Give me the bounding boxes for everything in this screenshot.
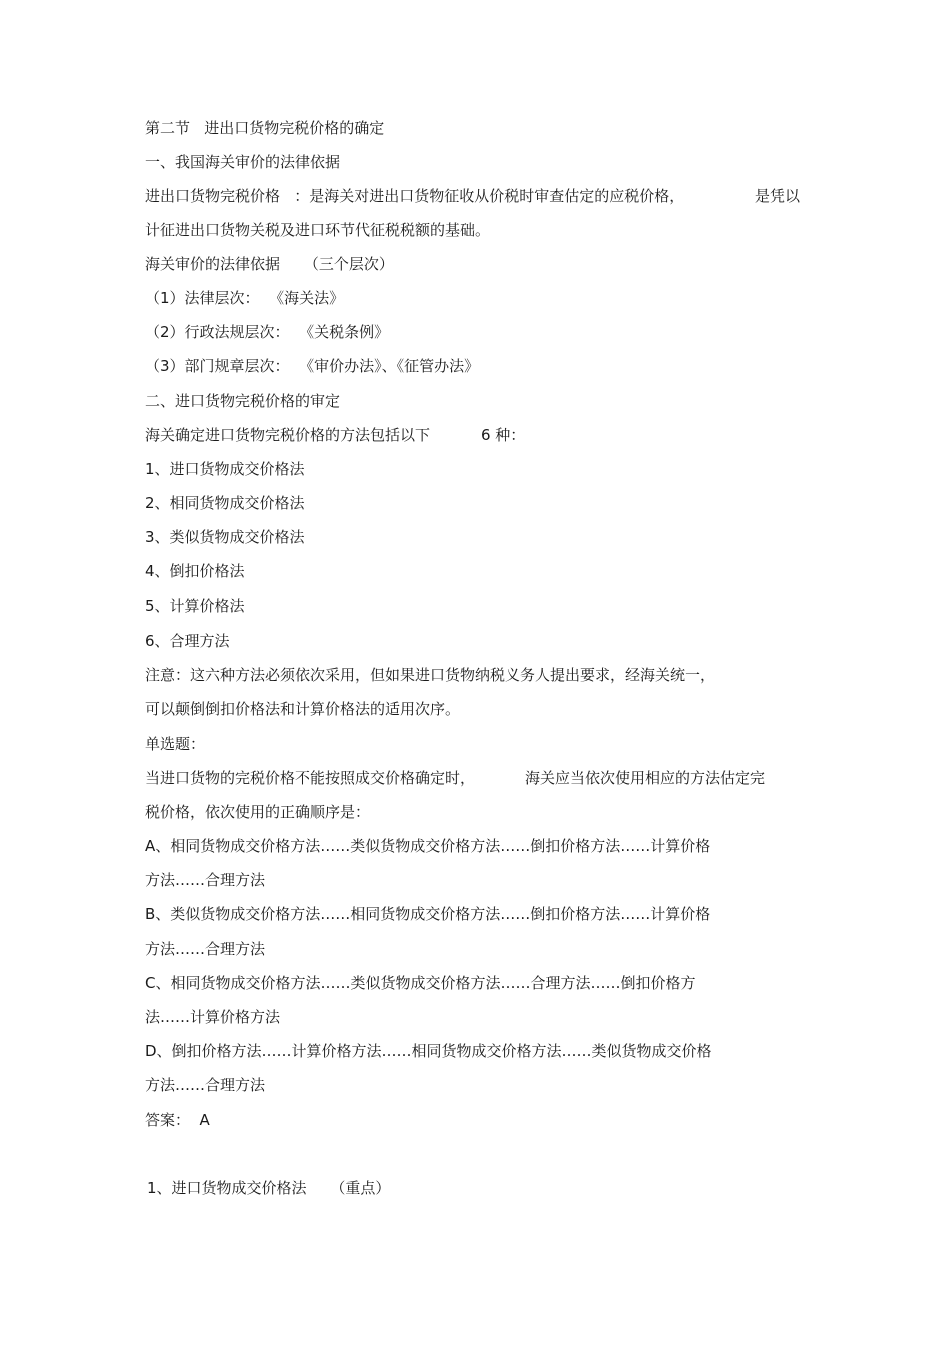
option-c-line-1: C、相同货物成交价格方法……类似货物成交价格方法……合理方法……倒扣价格方 [145, 974, 696, 992]
option-c-line-2: 法……计算价格方法 [145, 1008, 281, 1026]
methods-intro: 海关确定进口货物完税价格的方法包括以下 [145, 426, 431, 444]
option-d-line-1: D、倒扣价格方法……计算价格方法……相同货物成交价格方法……类似货物成交价格 [145, 1042, 712, 1060]
method-item: 4、倒扣价格法 [145, 562, 245, 580]
method-item: 5、计算价格法 [145, 597, 245, 615]
question-label: 单选题： [145, 735, 206, 753]
option-b-line-1: B、类似货物成交价格方法……相同货物成交价格方法……倒扣价格方法……计算价格 [145, 905, 711, 923]
definition-line-2: 计征进出口货物关税及进口环节代征税税额的基础。 [145, 221, 491, 239]
method-item: 2、相同货物成交价格法 [145, 494, 305, 512]
subsection-heading: 1、进口货物成交价格法 （重点） [147, 1179, 391, 1197]
option-d-line-2: 方法……合理方法 [145, 1076, 266, 1094]
question-line-1: 当进口货物的完税价格不能按照成交价格确定时， [145, 769, 476, 787]
level-item: （3）部门规章层次： 《审价办法》、《征管办法》 [145, 357, 480, 375]
definition-line-1: 进出口货物完税价格 ：是海关对进出口货物征收从价税时审查估定的应税价格， [145, 187, 685, 205]
definition-line-1-tail: 是凭以 [755, 187, 801, 205]
methods-intro-count: 6 种： [481, 426, 526, 444]
answer: 答案： A [145, 1111, 210, 1129]
note-line-2: 可以颠倒倒扣价格法和计算价格法的适用次序。 [145, 700, 461, 718]
level-item: （1）法律层次： 《海关法》 [145, 289, 345, 307]
option-b-line-2: 方法……合理方法 [145, 940, 266, 958]
method-item: 1、进口货物成交价格法 [145, 460, 305, 478]
option-a-line-2: 方法……合理方法 [145, 871, 266, 889]
question-line-1-tail: 海关应当依次使用相应的方法估定完 [525, 769, 766, 787]
method-item: 6、合理方法 [145, 632, 230, 650]
level-item: （2）行政法规层次： 《关税条例》 [145, 323, 390, 341]
note-line-1: 注意：这六种方法必须依次采用，但如果进口货物纳税义务人提出要求，经海关统一， [145, 666, 716, 684]
section-title: 第二节 进出口货物完税价格的确定 [145, 119, 385, 137]
heading-legal-basis: 一、我国海关审价的法律依据 [145, 153, 341, 171]
heading-review: 二、进口货物完税价格的审定 [145, 392, 341, 410]
basis-title: 海关审价的法律依据 （三个层次） [145, 255, 394, 273]
question-line-2: 税价格，依次使用的正确顺序是： [145, 803, 371, 821]
method-item: 3、类似货物成交价格法 [145, 528, 305, 546]
option-a-line-1: A、相同货物成交价格方法……类似货物成交价格方法……倒扣价格方法……计算价格 [145, 837, 711, 855]
